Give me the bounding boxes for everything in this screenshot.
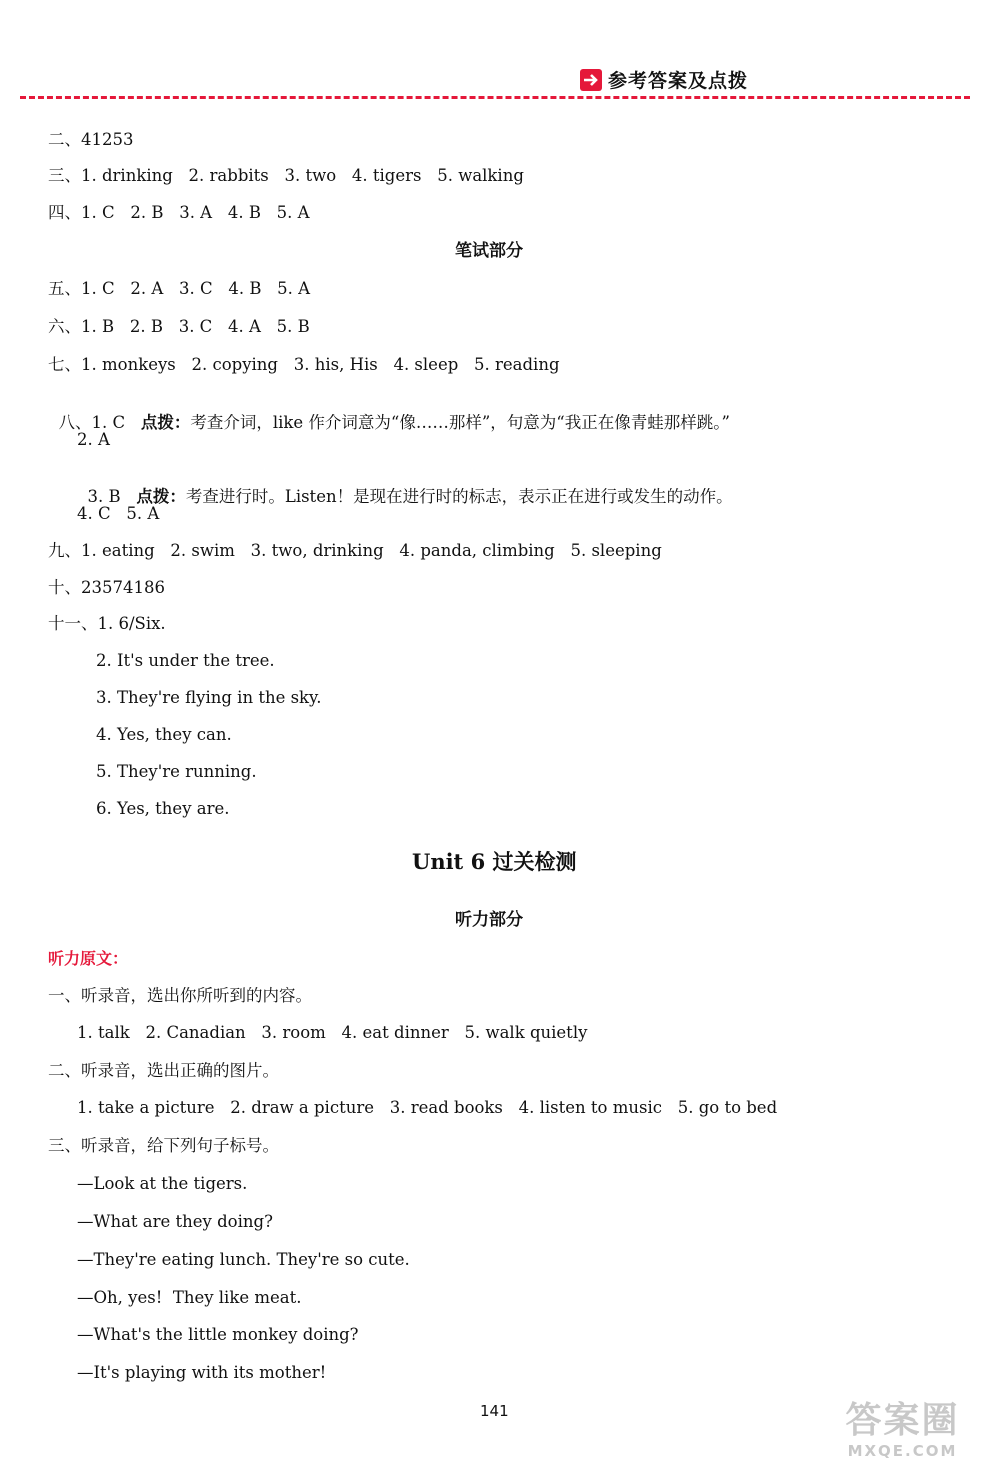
answer-line: 三、1. drinking 2. rabbits 3. two 4. tigers 5. walking bbox=[48, 166, 524, 185]
listening-line: —What's the little monkey doing? bbox=[77, 1325, 359, 1344]
section-heading-written: 笔试部分 bbox=[455, 241, 523, 261]
listening-line: 1. take a picture 2. draw a picture 3. read books 4. listen to music 5. go to bed bbox=[77, 1098, 778, 1117]
listening-line: —What are they doing? bbox=[77, 1212, 273, 1231]
answer-line: 五、1. C 2. A 3. C 4. B 5. A bbox=[48, 279, 311, 298]
watermark-url: MXQE.COM bbox=[847, 1442, 958, 1460]
answer-line-with-tip bbox=[48, 393, 730, 433]
unit-title: Unit 6 过关检测 bbox=[412, 849, 577, 874]
answer-line: 6. Yes, they are. bbox=[96, 799, 230, 818]
answer-line: 六、1. B 2. B 3. C 4. A 5. B bbox=[48, 317, 310, 336]
listening-line: —It's playing with its mother! bbox=[77, 1363, 327, 1382]
answer-line: 2. A bbox=[77, 430, 110, 449]
answer-line: 二、41253 bbox=[48, 130, 134, 149]
listening-line: 二、听录音，选出正确的图片。 bbox=[48, 1061, 279, 1080]
header-title: 参考答案及点拨 bbox=[608, 70, 749, 92]
answer-line: 4. C 5. A bbox=[77, 504, 160, 523]
answer-prefix: 3. B bbox=[87, 487, 137, 506]
transcript-label: 听力原文： bbox=[48, 949, 129, 968]
page-number: 141 bbox=[480, 1402, 509, 1420]
tip-label: 点拨： bbox=[140, 413, 191, 432]
section-heading-listening: 听力部分 bbox=[455, 910, 523, 930]
listening-line: —They're eating lunch. They're so cute. bbox=[77, 1250, 410, 1269]
answer-line: 3. They're flying in the sky. bbox=[96, 688, 322, 707]
tip-label: 点拨： bbox=[136, 487, 186, 506]
answer-line: 十、23574186 bbox=[48, 578, 165, 597]
watermark-text: 答案圈 bbox=[845, 1400, 960, 1441]
listening-line: —Oh, yes! They like meat. bbox=[77, 1288, 302, 1307]
tip-text: 考查进行时。Listen！是现在进行时的标志，表示正在进行或发生的动作。 bbox=[185, 487, 733, 506]
answer-line: 5. They're running. bbox=[96, 762, 257, 781]
page-header bbox=[580, 66, 748, 93]
arrow-right-icon bbox=[580, 69, 602, 91]
answer-line: 2. It's under the tree. bbox=[96, 651, 275, 670]
listening-line: —Look at the tigers. bbox=[77, 1174, 248, 1193]
listening-line: 一、听录音，选出你所听到的内容。 bbox=[48, 986, 312, 1005]
tip-text: 考查介词，like 作介词意为“像……那样”，句意为“我正在像青蛙那样跳。” bbox=[190, 413, 730, 432]
answer-line: 十一、1. 6/Six. bbox=[48, 614, 166, 633]
answer-line: 七、1. monkeys 2. copying 3. his, His 4. sleep 5. reading bbox=[48, 355, 560, 374]
header-divider bbox=[20, 96, 970, 99]
listening-line: 1. talk 2. Canadian 3. room 4. eat dinner 5. walk quietly bbox=[77, 1023, 588, 1042]
answer-line: 九、1. eating 2. swim 3. two, drinking 4. panda, climbing 5. sleeping bbox=[48, 541, 662, 560]
watermark-logo bbox=[815, 1400, 990, 1470]
answer-line: 4. Yes, they can. bbox=[96, 725, 232, 744]
listening-line: 三、听录音，给下列句子标号。 bbox=[48, 1136, 279, 1155]
answer-line: 四、1. C 2. B 3. A 4. B 5. A bbox=[48, 203, 310, 222]
answer-prefix: 八、1. C bbox=[58, 413, 141, 432]
answer-line-with-tip bbox=[77, 467, 733, 507]
